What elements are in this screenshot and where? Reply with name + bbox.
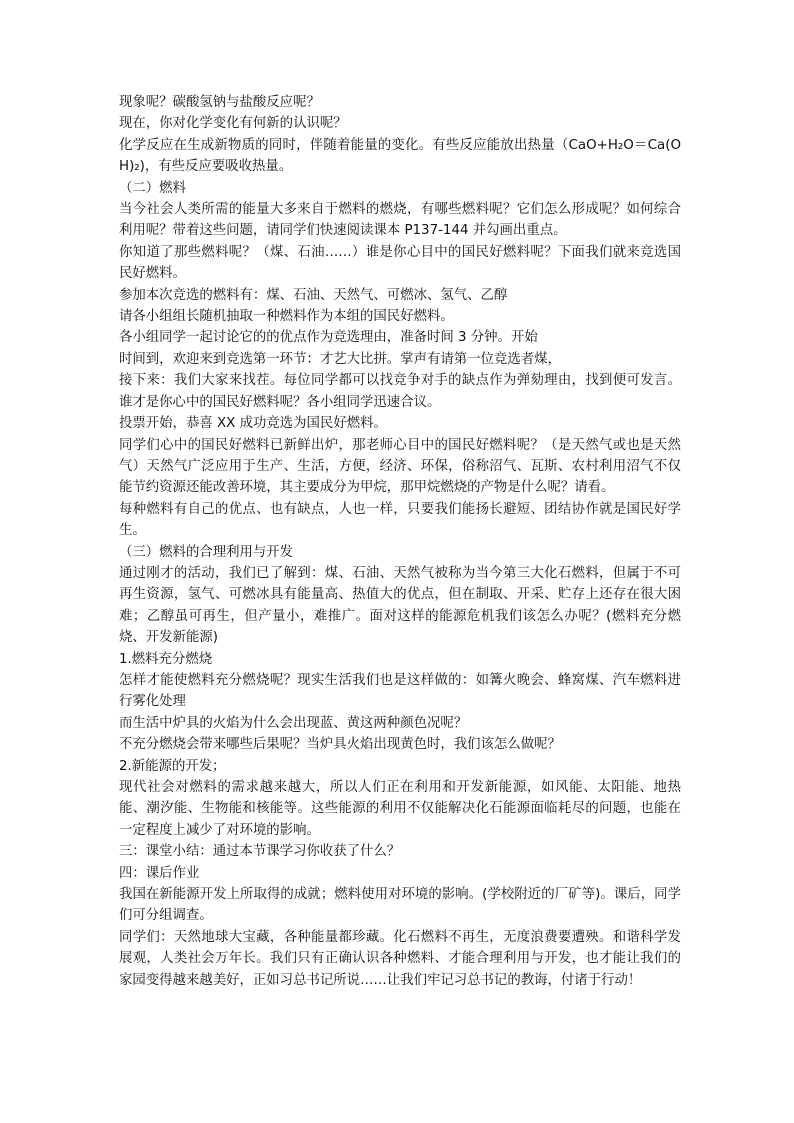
paragraph: 现象呢？碳酸氢钠与盐酸反应呢？ [119, 95, 320, 110]
paragraph: 各小组同学一起讨论它的的优点作为竞选理由，准备时间 3 分钟。开始 [119, 330, 538, 346]
paragraph: 每种燃料有自己的优点、也有缺点，人也一样，只要我们能扬长避短、团结协作就是国民好学生。 [119, 501, 681, 539]
paragraph: 参加本次竞选的燃料有：煤、石油、天然气、可燃冰、氢气、乙醇 [119, 287, 508, 303]
paragraph: 当今社会人类所需的能量大多来自于燃料的燃烧，有哪些燃料呢？它们怎么形成呢？如何综合利用呢？带着这些问题，请同学们快速阅读课本 P137-144 并勾画出重点。 [119, 202, 681, 239]
paragraph: 同学们：天然地球大宝藏，各种能量都珍藏。化石燃料不再生，无度浪费要遭殃。和谐科学发展观，人类社会万年长。我们只有正确认识各种燃料、才能合理利用与开发，也才能让我们的家园变得越来越美好，正如习总书记所说……让我们牢记习总书记的教诲，付诸于行动！ [119, 929, 681, 988]
paragraph: 而生活中炉具的火焰为什么会出现蓝、黄这两种颜色况呢？ [119, 715, 468, 731]
paragraph: 现代社会对燃料的需求越来越大，所以人们正在利用和开发新能源，如风能、太阳能、地热能、潮汐能、生物能和核能等。这些能源的利用不仅能解决化石能源面临耗尽的问题，也能在一定程度上减少了对环境的影响。 [119, 780, 681, 838]
subsection-heading: 2.新能源的开发； [119, 758, 226, 774]
paragraph: 请各小组组长随机抽取一种燃料作为本组的国民好燃料。 [119, 309, 454, 325]
paragraph: 时间到，欢迎来到竞选第一环节：才艺大比拼。掌声有请第一位竞选者煤， [119, 351, 561, 367]
subsection-heading: 1.燃料充分燃烧 [119, 651, 213, 667]
paragraph: 通过刚才的活动，我们已了解到：煤、石油、天然气被称为当今第三大化石燃料，但属于不可再生资源，氢气、可燃冰具有能量高、热值大的优点，但在制取、开采、贮存上还存在很大困难；乙醇虽可再生，但产量小，难推广。面对这样的能源危机我们该怎么办呢？(燃料充分燃烧、开发新能源) [119, 565, 681, 646]
paragraph: 你知道了那些燃料呢？（煤、石油……）谁是你心目中的国民好燃料呢？下面我们就来竞选国民好燃料。 [119, 244, 681, 282]
paragraph: 投票开始，恭喜 XX 成功竞选为国民好燃料。 [119, 416, 387, 432]
section-heading: 四：课后作业 [119, 865, 200, 881]
paragraph: 同学们心中的国民好燃料已新鲜出炉，那老师心目中的国民好燃料呢？（是天然气或也是天然气）天然气广泛应用于生产、生活，方便，经济、环保，俗称沼气、瓦斯、农村利用沼气不仅能节约资源还能改善环境，其主要成分为甲烷，那甲烷燃烧的产物是什么呢？请看。 [119, 437, 681, 496]
paragraph: 不充分燃烧会带来哪些后果呢？当炉具火焰出现黄色时，我们该怎么做呢？ [119, 737, 561, 753]
paragraph: 化学反应在生成新物质的同时，伴随着能量的变化。有些反应能放出热量（CaO+H₂O＝Ca(OH)₂)，有些反应要吸收热量。 [119, 137, 681, 175]
paragraph: 现在，你对化学变化有何新的认识呢？ [119, 116, 347, 132]
paragraph: 我国在新能源开发上所取得的成就；燃料使用对环境的影响。(学校附近的厂矿等)。课后，同学们可分组调查。 [119, 887, 681, 924]
document-body [119, 92, 681, 991]
section-heading: （三）燃料的合理利用与开发 [119, 544, 294, 560]
section-heading: （二）燃料 [119, 180, 186, 196]
section-heading: 三：课堂小结：通过本节课学习你收获了什么？ [119, 844, 401, 860]
paragraph: 接下来：我们大家来找茬。每位同学都可以找竞争对手的缺点作为弹劾理由，找到便可发言。谁才是你心中的国民好燃料呢？各小组同学迅速合议。 [119, 373, 681, 410]
paragraph: 怎样才能使燃料充分燃烧呢？现实生活我们也是这样做的：如篝火晚会、蜂窝煤、汽车燃料进行雾化处理 [119, 672, 681, 710]
